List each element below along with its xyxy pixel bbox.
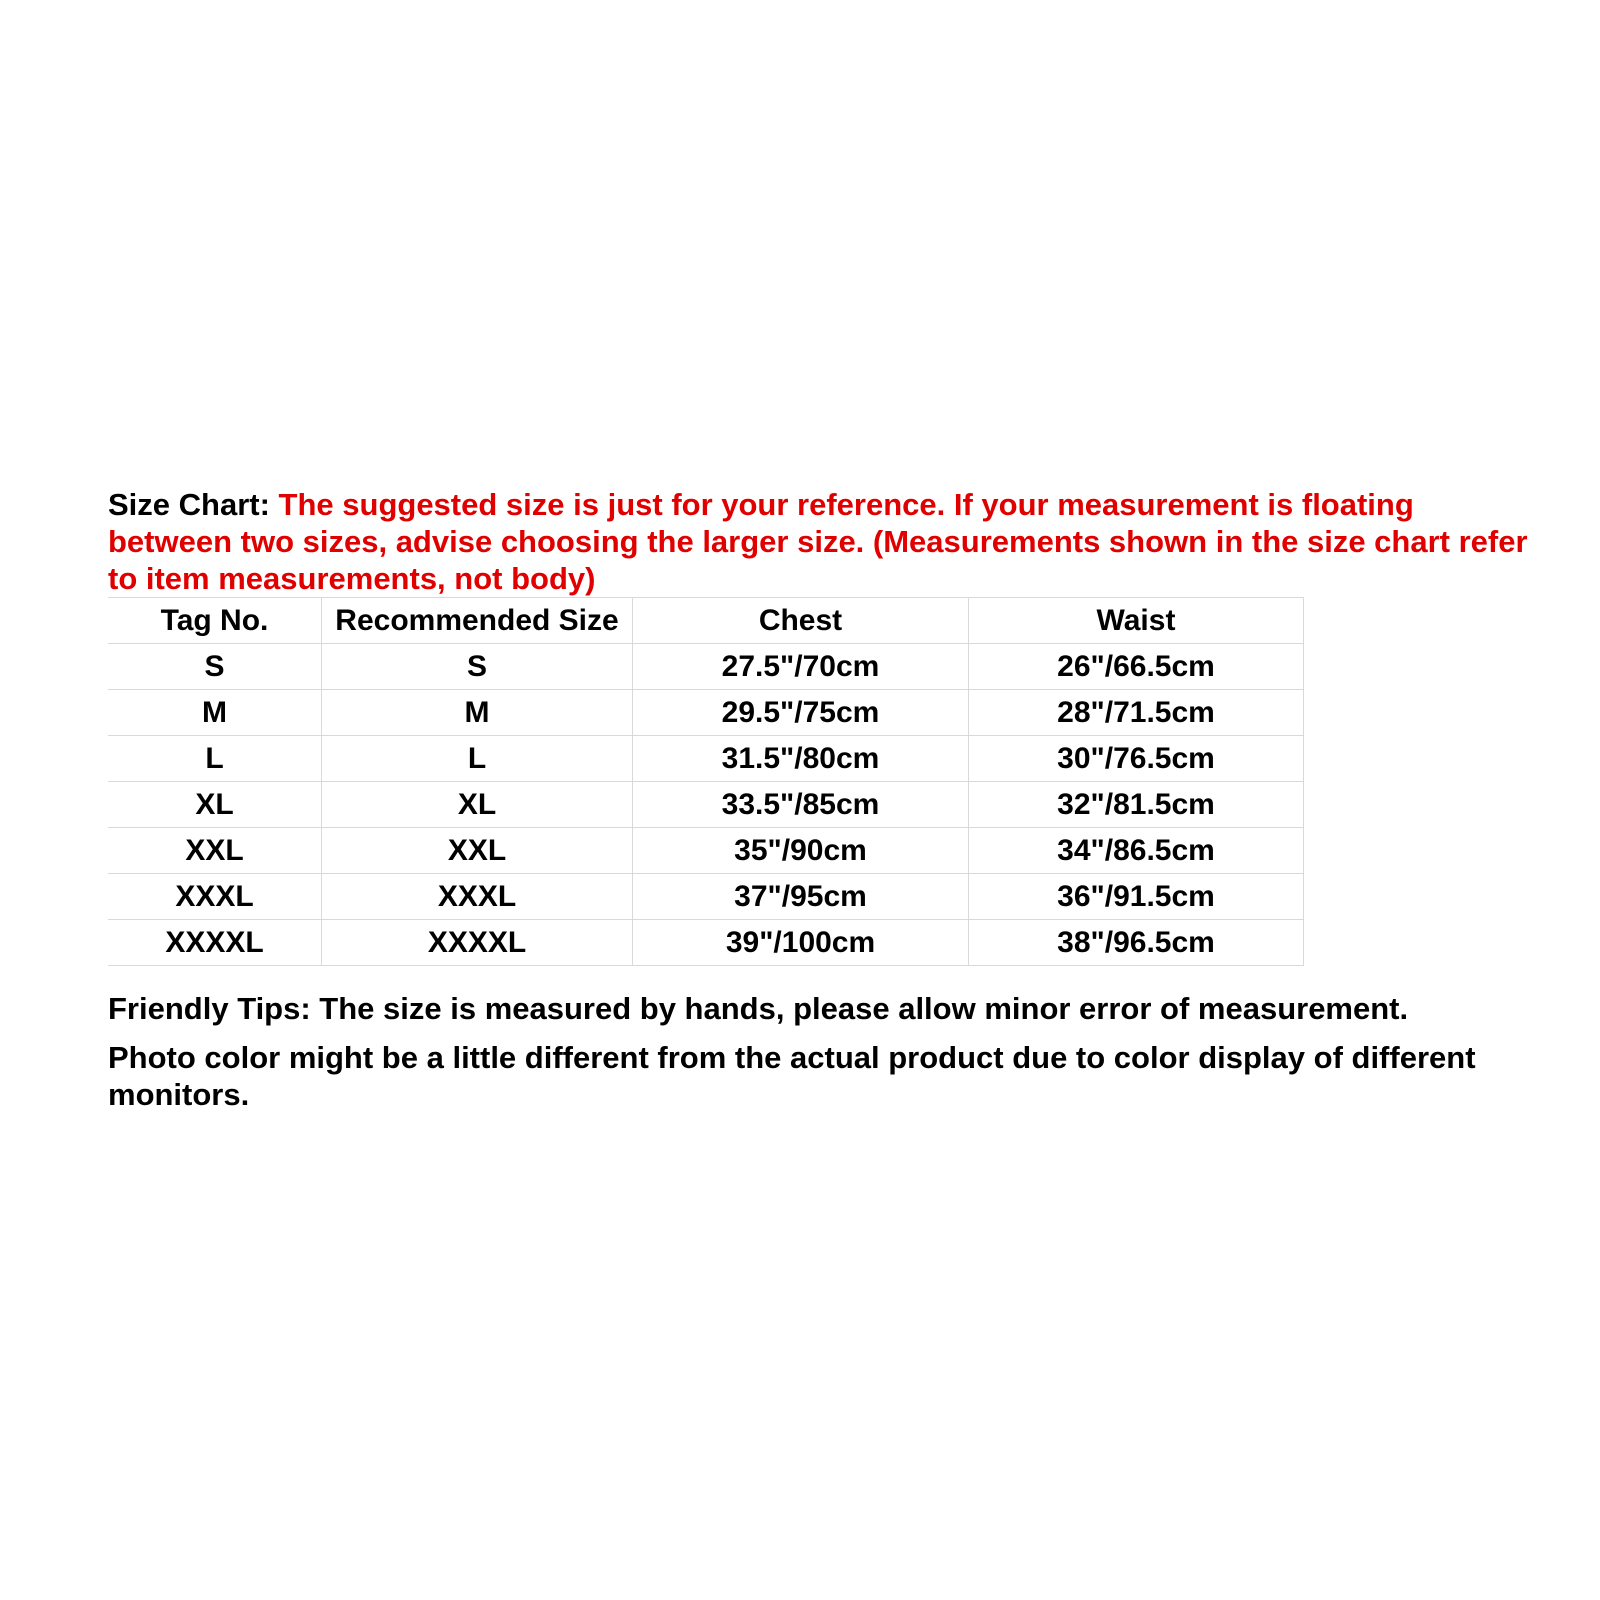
friendly-tips <box>108 990 1528 1113</box>
header-chest: Chest <box>633 598 969 644</box>
cell-chest: 31.5"/80cm <box>633 736 969 782</box>
cell-waist: 26"/66.5cm <box>969 644 1304 690</box>
table-row <box>108 920 1304 966</box>
table-row <box>108 644 1304 690</box>
table-row <box>108 736 1304 782</box>
size-chart-note: The suggested size is just for your reference. If your measurement is floating between two sizes, advise choosing the larger size. (Measurements shown in the size chart refer to item measurements, not body) <box>108 487 1528 596</box>
size-table <box>108 597 1304 966</box>
cell-recommended-size: XXXL <box>322 874 633 920</box>
cell-recommended-size: M <box>322 690 633 736</box>
cell-chest: 33.5"/85cm <box>633 782 969 828</box>
cell-recommended-size: XL <box>322 782 633 828</box>
header-waist: Waist <box>969 598 1304 644</box>
cell-recommended-size: L <box>322 736 633 782</box>
cell-tag-no: XXL <box>108 828 322 874</box>
cell-tag-no: XXXL <box>108 874 322 920</box>
tip-photo-color: Photo color might be a little different from the actual product due to color display of different monitors. <box>108 1040 1476 1112</box>
cell-chest: 39"/100cm <box>633 920 969 966</box>
size-chart-intro <box>108 486 1528 597</box>
table-row <box>108 874 1304 920</box>
table-row <box>108 828 1304 874</box>
table-row <box>108 782 1304 828</box>
cell-tag-no: S <box>108 644 322 690</box>
cell-tag-no: XL <box>108 782 322 828</box>
cell-waist: 38"/96.5cm <box>969 920 1304 966</box>
cell-chest: 27.5"/70cm <box>633 644 969 690</box>
cell-waist: 30"/76.5cm <box>969 736 1304 782</box>
cell-chest: 29.5"/75cm <box>633 690 969 736</box>
header-recommended-size: Recommended Size <box>322 598 633 644</box>
cell-waist: 36"/91.5cm <box>969 874 1304 920</box>
cell-recommended-size: XXL <box>322 828 633 874</box>
cell-waist: 28"/71.5cm <box>969 690 1304 736</box>
cell-tag-no: L <box>108 736 322 782</box>
cell-recommended-size: S <box>322 644 633 690</box>
size-chart-label: Size Chart: <box>108 487 270 522</box>
header-tag-no: Tag No. <box>108 598 322 644</box>
tip-measurement: Friendly Tips: The size is measured by hands, please allow minor error of measurement. <box>108 991 1409 1026</box>
table-row <box>108 690 1304 736</box>
cell-waist: 34"/86.5cm <box>969 828 1304 874</box>
cell-chest: 35"/90cm <box>633 828 969 874</box>
cell-tag-no: M <box>108 690 322 736</box>
cell-chest: 37"/95cm <box>633 874 969 920</box>
cell-recommended-size: XXXXL <box>322 920 633 966</box>
cell-tag-no: XXXXL <box>108 920 322 966</box>
cell-waist: 32"/81.5cm <box>969 782 1304 828</box>
table-header-row <box>108 598 1304 644</box>
